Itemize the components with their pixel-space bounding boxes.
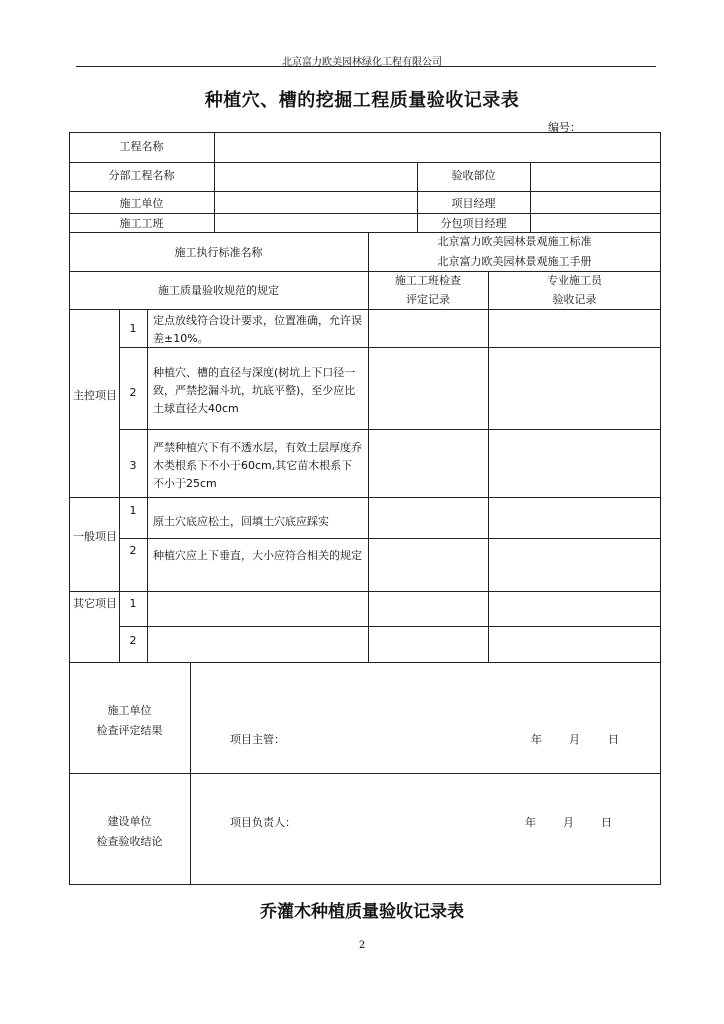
standard-name-label: 施工执行标准名称 [174, 246, 263, 259]
construction-team-label: 施工工班 [119, 217, 164, 230]
owner-signer-label: 项目负责人： [230, 816, 296, 829]
owner-day-label: 日 [601, 816, 612, 829]
next-form-title: 乔灌木种植质量验收记录表 [260, 902, 464, 922]
team-check-header-line1: 施工工班检查 [395, 274, 461, 287]
acceptance-form [69, 132, 661, 885]
main-item-3-number: 3 [129, 459, 137, 472]
main-item-3-text: 严禁种植穴下有不透水层，有效土层厚度乔木类根系下不小于60cm,其它苗木根系下不小于25cm [153, 441, 362, 490]
owner-conclusion-label-line1: 建设单位 [107, 815, 152, 828]
header-rule [76, 66, 656, 67]
main-item-1-text: 定点放线符合设计要求，位置准确，允许误差±10%。 [153, 314, 362, 345]
general-item-2-number: 2 [129, 544, 137, 557]
inspector-record-header-line2: 验收记录 [552, 293, 597, 306]
construction-unit-label: 施工单位 [119, 197, 164, 210]
main-item-1-number: 1 [129, 322, 137, 335]
company-header: 北京富力欧美园林绿化工程有限公司 [282, 57, 442, 68]
inspector-record-header-line1: 专业施工员 [547, 274, 602, 287]
construction-conclusion-label-line2: 检查评定结果 [96, 724, 163, 737]
construction-month-label: 月 [569, 733, 580, 746]
main-item-2-text: 种植穴、槽的直径与深度(树坑上下口径一致，严禁挖漏斗坑，坑底平整)，至少应比土球直径大40cm [153, 366, 356, 415]
general-item-1-text: 原土穴底应松土，回填土穴底应踩实 [153, 515, 329, 528]
general-item-2-text: 种植穴应上下垂直，大小应符合相关的规定 [153, 549, 362, 562]
construction-signer-label: 项目主管： [230, 733, 285, 746]
sub-project-name-label: 分部工程名称 [108, 169, 175, 182]
owner-year-label: 年 [525, 816, 536, 829]
project-name-label: 工程名称 [119, 140, 164, 153]
construction-year-label: 年 [531, 733, 542, 746]
construction-day-label: 日 [608, 733, 619, 746]
serial-number-label: 编号： [548, 121, 581, 134]
group-other-label: 其它项目 [73, 597, 117, 610]
group-general-label: 一般项目 [73, 530, 117, 543]
standard-value-2: 北京富力欧美园林景观施工手册 [437, 255, 592, 268]
main-item-2-number: 2 [129, 386, 137, 399]
acceptance-part-label: 验收部位 [451, 169, 496, 182]
spec-column-header: 施工质量验收规范的规定 [158, 284, 279, 297]
owner-conclusion-label-line2: 检查验收结论 [96, 835, 163, 848]
general-item-1-number: 1 [129, 504, 137, 517]
construction-conclusion-label-line1: 施工单位 [107, 704, 152, 717]
project-manager-label: 项目经理 [451, 197, 496, 210]
owner-month-label: 月 [563, 816, 574, 829]
other-item-1-number: 1 [129, 597, 137, 610]
standard-value-1: 北京富力欧美园林景观施工标准 [437, 235, 592, 248]
group-main-label: 主控项目 [73, 389, 117, 402]
other-item-2-number: 2 [129, 634, 137, 647]
subcontract-manager-label: 分包项目经理 [440, 217, 507, 230]
page-number: 2 [358, 940, 366, 951]
team-check-header-line2: 评定记录 [406, 293, 450, 306]
page-title: 种植穴、槽的挖掘工程质量验收记录表 [204, 90, 520, 111]
